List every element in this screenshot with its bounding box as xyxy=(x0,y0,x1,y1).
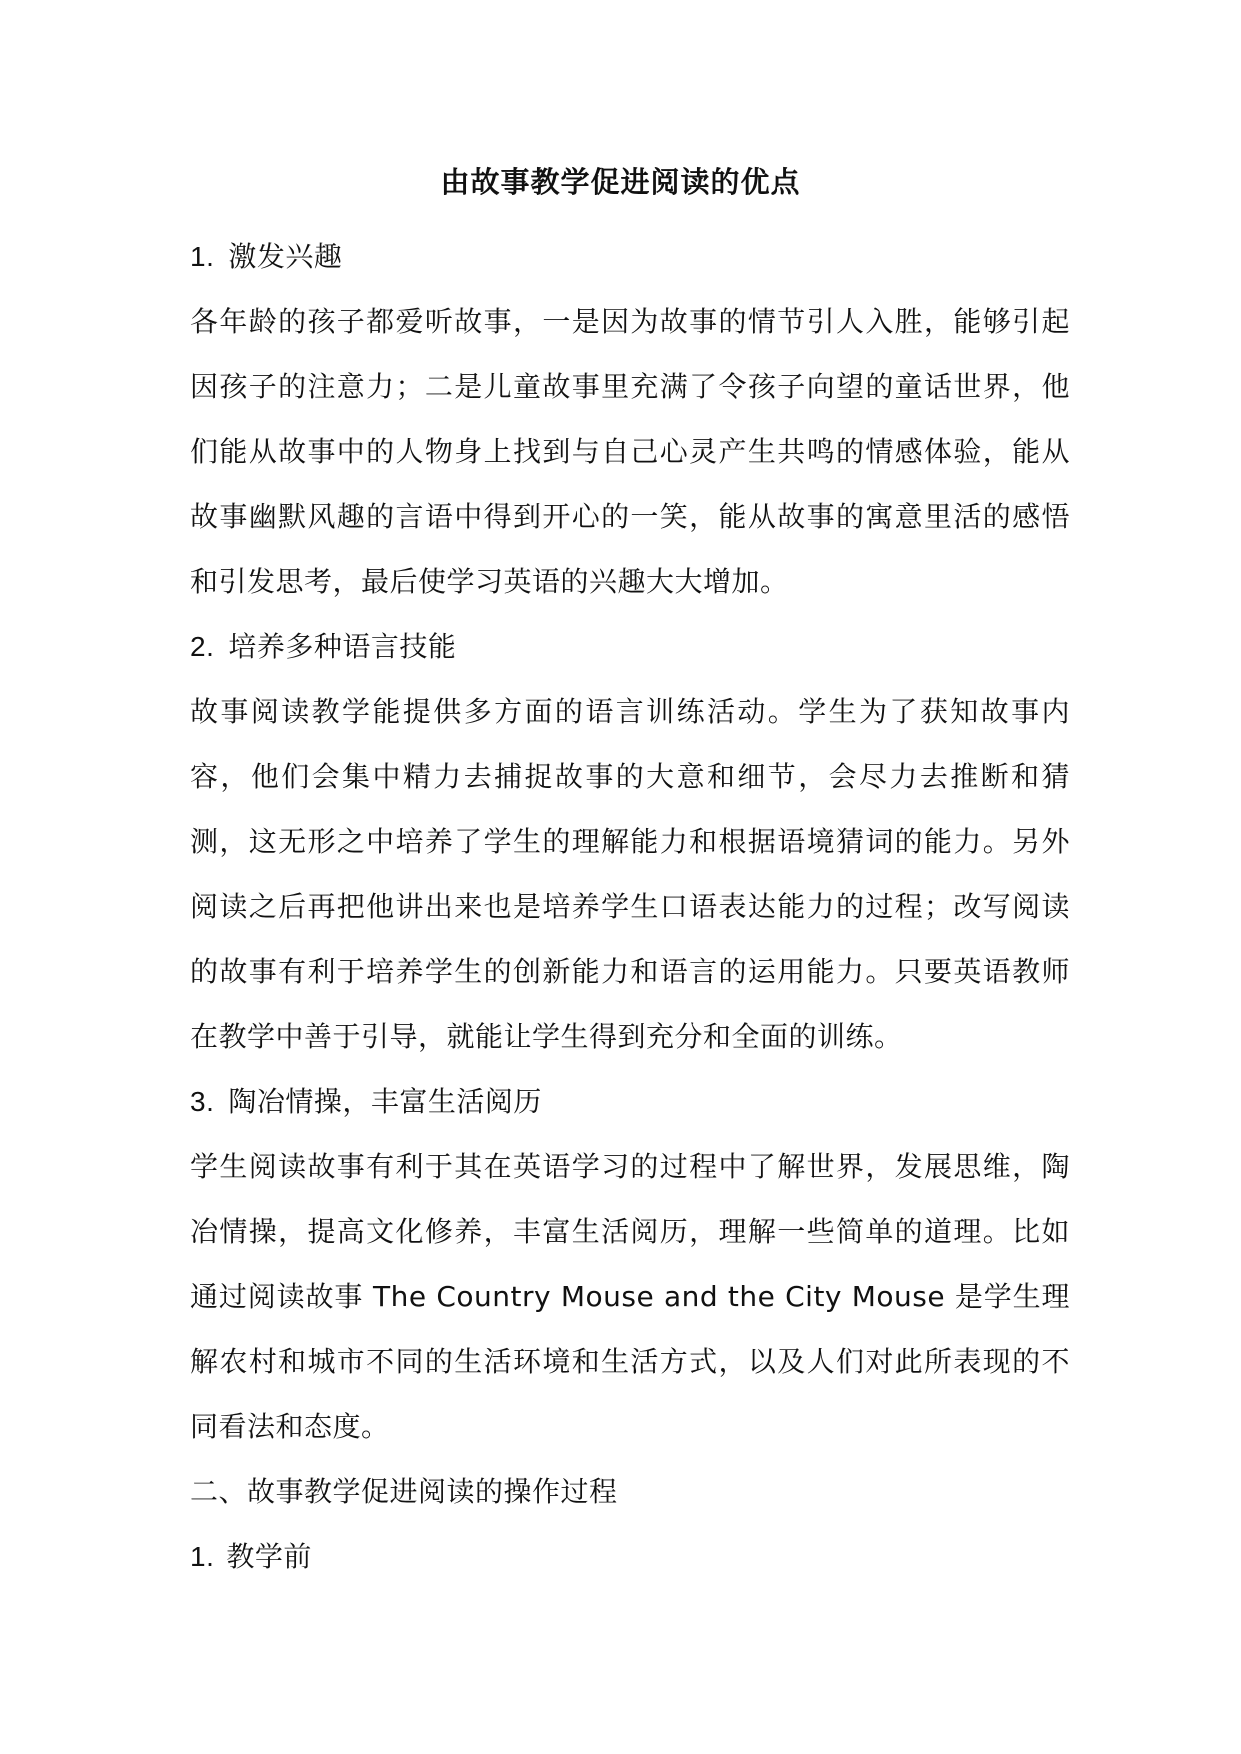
section-title-1: 激发兴趣 xyxy=(228,240,343,273)
section-paragraph-3: 学生阅读故事有利于其在英语学习的过程中了解世界，发展思维，陶冶情操，提高文化修养，丰富生活阅历，理解一些简单的道理。比如通过阅读故事 The Country Mouse and the City Mouse 是学生理解农村和城市不同的生活环境和生活方式，以及人们对此所表现的不同看法和态度。 xyxy=(190,1150,1070,1443)
section-heading-3 xyxy=(190,1069,1070,1134)
section-number-1: 1. xyxy=(190,241,215,272)
section-title-3: 陶冶情操，丰富生活阅历 xyxy=(228,1085,542,1118)
section-number-2: 2. xyxy=(190,631,215,662)
part-two-heading: 二、故事教学促进阅读的操作过程 xyxy=(190,1475,618,1508)
section-title-2: 培养多种语言技能 xyxy=(228,630,457,663)
section-number-3: 3. xyxy=(190,1086,215,1117)
section-heading-2 xyxy=(190,614,1070,679)
subsection-number: 1. xyxy=(190,1541,215,1572)
section-heading-1 xyxy=(190,224,1070,289)
subsection-title: 教学前 xyxy=(226,1540,312,1573)
subsection-heading xyxy=(190,1524,1070,1589)
section-paragraph-2: 故事阅读教学能提供多方面的语言训练活动。学生为了获知故事内容，他们会集中精力去捕捉故事的大意和细节，会尽力去推断和猜测，这无形之中培养了学生的理解能力和根据语境猜词的能力。另外阅读之后再把他讲出来也是培养学生口语表达能力的过程；改写阅读的故事有利于培养学生的创新能力和语言的运用能力。只要英语教师在教学中善于引导，就能让学生得到充分和全面的训练。 xyxy=(190,695,1070,1053)
document-title: 由故事教学促进阅读的优点 xyxy=(440,165,801,199)
document-body xyxy=(190,224,1070,1589)
section-paragraph-1: 各年龄的孩子都爱听故事，一是因为故事的情节引人入胜，能够引起因孩子的注意力；二是儿童故事里充满了令孩子向望的童话世界，他们能从故事中的人物身上找到与自己心灵产生共鸣的情感体验，能从故事幽默风趣的言语中得到开心的一笑，能从故事的寓意里活的感悟和引发思考，最后使学习英语的兴趣大大增加。 xyxy=(190,305,1070,598)
